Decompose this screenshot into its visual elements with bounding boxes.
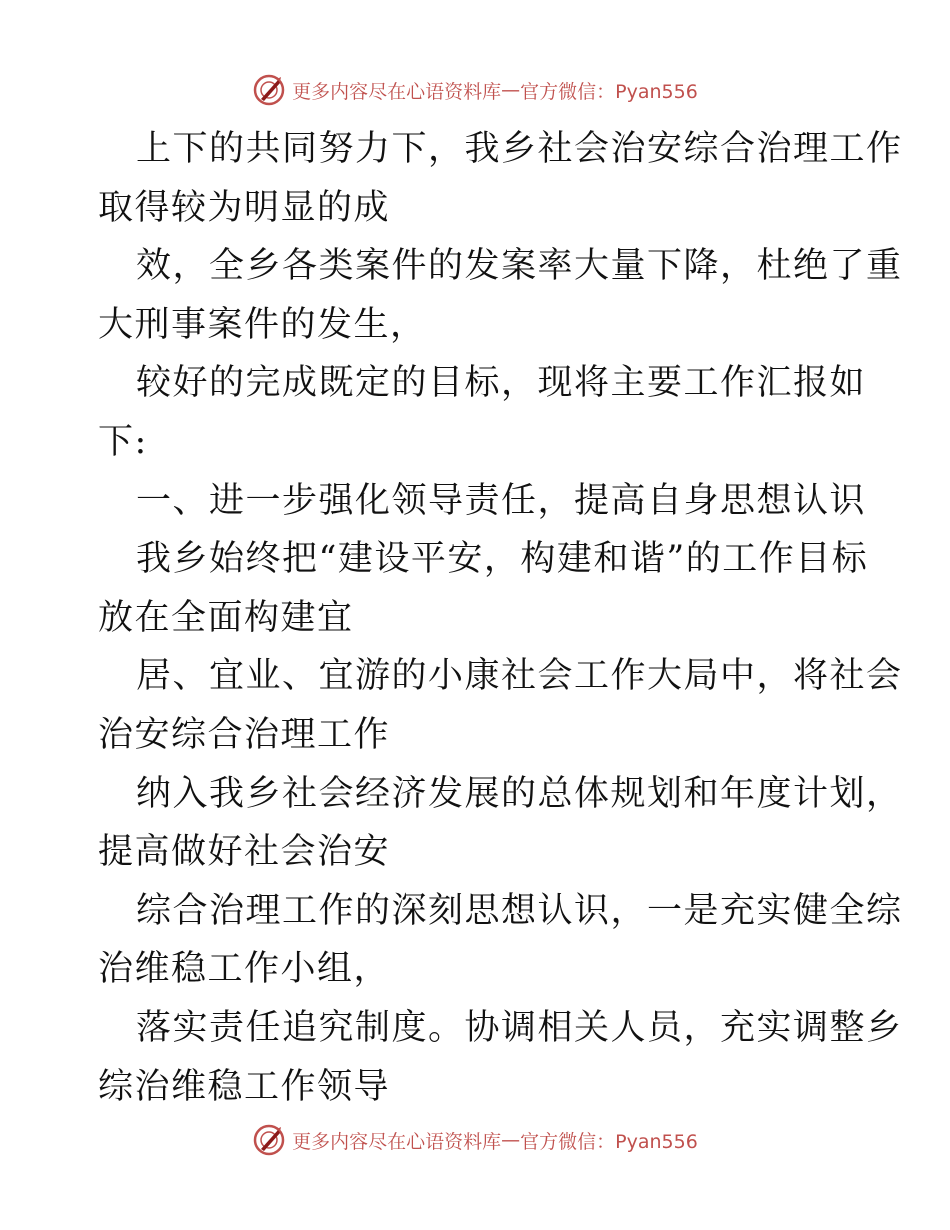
text-line: 纳入我乡社会经济发展的总体规划和年度计划， [136, 773, 903, 814]
text-line: 放在全面构建宜 [98, 597, 354, 638]
text-line: 综治维稳工作领导 [98, 1066, 391, 1107]
text-line: 取得较为明显的成 [98, 187, 391, 228]
footer-watermark [0, 1120, 950, 1160]
text-line: 下: [98, 421, 148, 462]
text-line: 上下的共同努力下，我乡社会治安综合治理工作 [136, 129, 903, 169]
logo-icon [252, 73, 286, 107]
watermark-separator: — [501, 79, 521, 101]
logo-icon [252, 1123, 286, 1157]
text-line: 落实责任追究制度。协调相关人员，充实调整乡 [136, 1007, 903, 1048]
text-line: 治维稳工作小组， [98, 949, 391, 990]
document-body [98, 120, 903, 1116]
text-line: 大刑事案件的发生， [98, 304, 427, 345]
section-heading: 一、进一步强化领导责任，提高自身思想认识 [136, 480, 867, 521]
watermark-site-text: 更多内容尽在心语资料库 [292, 1130, 502, 1153]
text-line: 较好的完成既定的目标，现将主要工作汇报如 [136, 363, 867, 404]
text-line: 效，全乡各类案件的发案率大量下降，杜绝了重 [136, 246, 903, 287]
header-watermark [0, 70, 950, 110]
watermark-wechat-text: 官方微信：Pyan556 [520, 80, 698, 103]
watermark-separator: — [501, 1129, 521, 1151]
text-line: 综合治理工作的深刻思想认识，一是充实健全综 [136, 890, 903, 931]
watermark-wechat-text: 官方微信：Pyan556 [520, 1130, 698, 1153]
text-line: 我乡始终把“建设平安，构建和谐”的工作目标 [136, 539, 869, 580]
text-line: 居、宜业、宜游的小康社会工作大局中，将社会 [136, 656, 903, 697]
text-line: 治安综合治理工作 [98, 714, 391, 755]
text-line: 提高做好社会治安 [98, 832, 391, 873]
watermark-site-text: 更多内容尽在心语资料库 [292, 80, 502, 103]
